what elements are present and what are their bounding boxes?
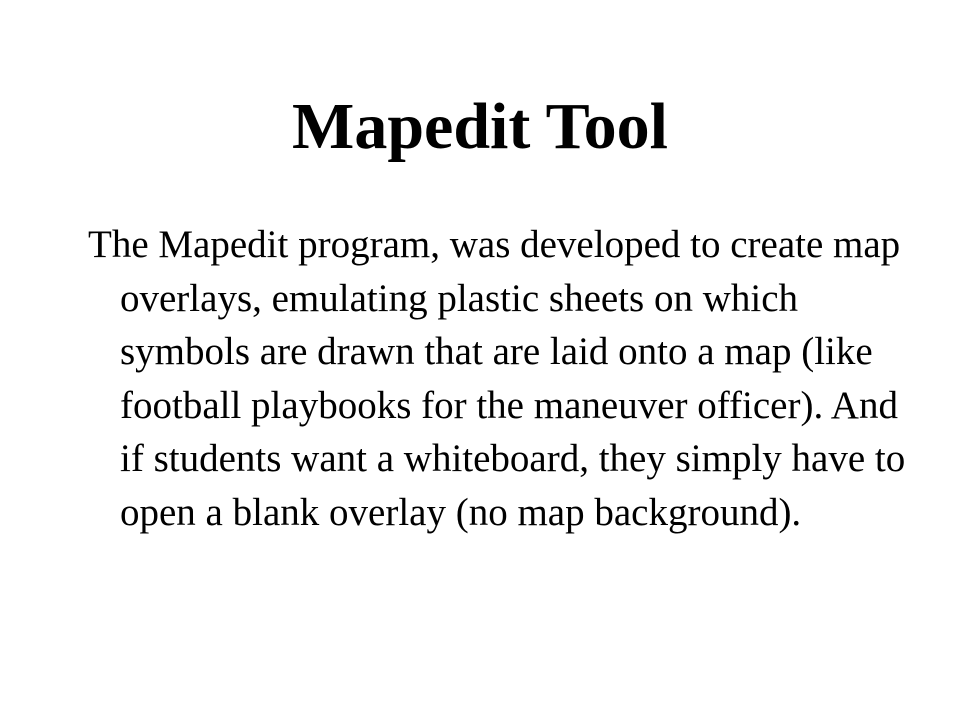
slide-title: Mapedit Tool xyxy=(292,90,668,163)
slide-body-text: The Mapedit program, was developed to create map overlays, emulating plastic sheets on which symbols are drawn that are laid onto a map (like football playbooks for the maneuver officer). And if students want a whiteboard, they simply have to open a blank overlay (no map background). xyxy=(88,223,906,534)
